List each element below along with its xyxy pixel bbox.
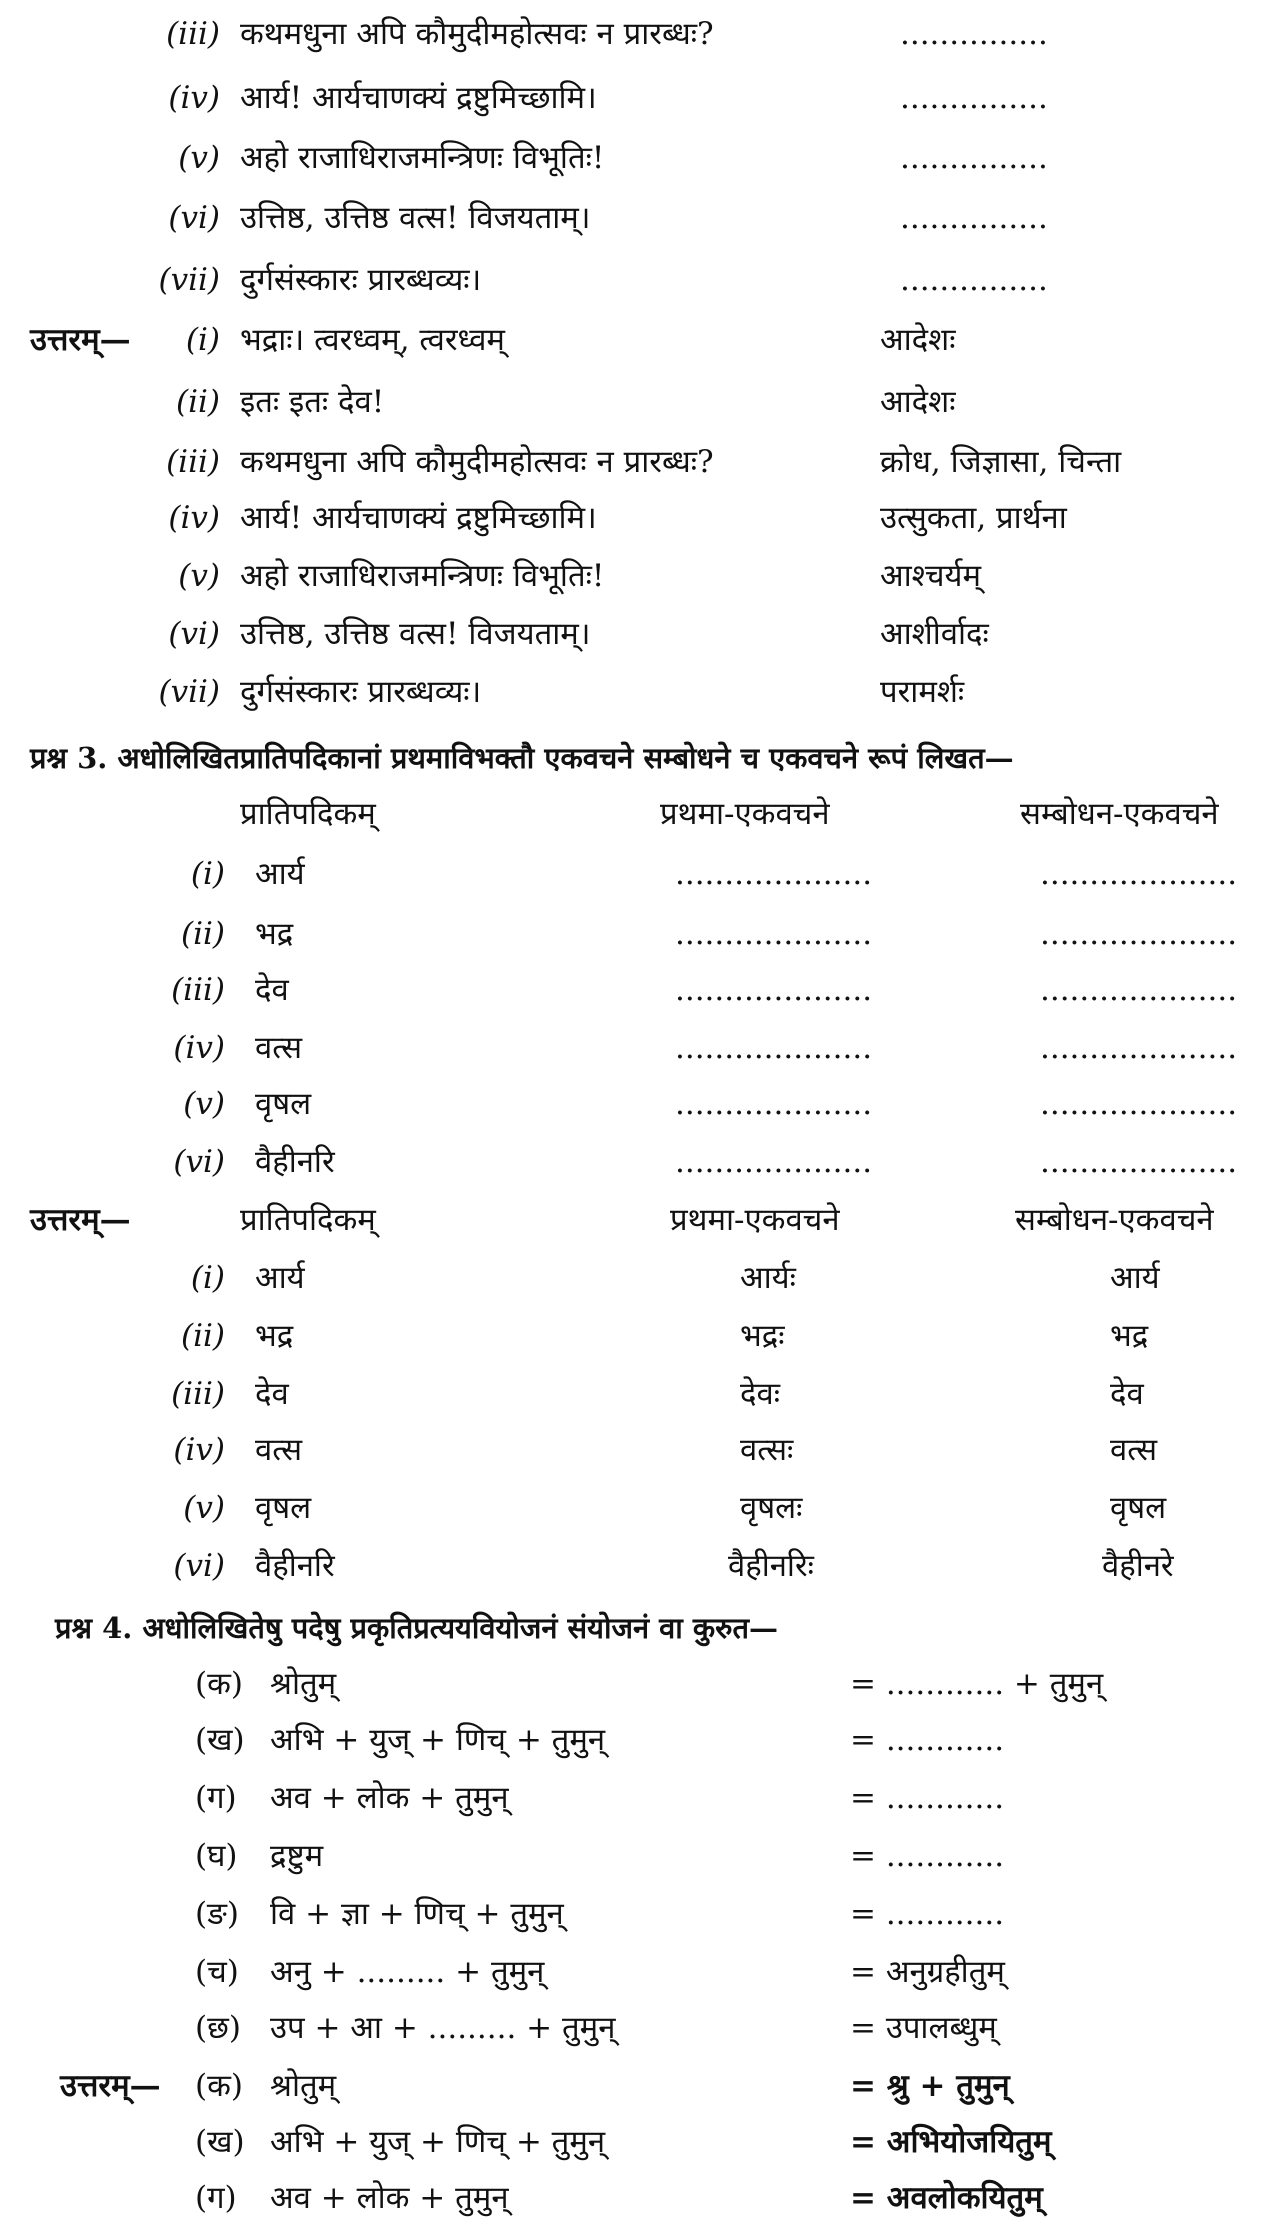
- column-header: प्रातिपदिकम्: [240, 1202, 376, 1238]
- item-right: = अवलोकयितुम्: [850, 2180, 1043, 2216]
- item-answer: आदेशः: [880, 322, 956, 358]
- list-item: [0, 1832, 1269, 1880]
- list-item: [0, 668, 1269, 716]
- list-item: [0, 2174, 1269, 2222]
- list-item: [0, 10, 1269, 58]
- item-left: वि + ज्ञा + णिच् + तुमुन्: [270, 1896, 564, 1932]
- item-left: अव + लोक + तुमुन्: [270, 1780, 509, 1816]
- list-item: [0, 1890, 1269, 1938]
- list-item: [0, 74, 1269, 122]
- item-number: (ii): [180, 1318, 225, 1354]
- item-left: श्रोतुम्: [270, 2068, 337, 2104]
- item-number: (iii): [166, 444, 220, 480]
- item-word: भद्र: [255, 1318, 294, 1354]
- item-left: अव + लोक + तुमुन्: [270, 2180, 509, 2216]
- item-text: आर्य! आर्यचाणक्यं द्रष्टुमिच्छामि।: [240, 500, 597, 536]
- list-item: [0, 1774, 1269, 1822]
- item-number: (i): [185, 322, 220, 358]
- item-text: उत्तिष्ठ, उत्तिष्ठ वत्स! विजयताम्।: [240, 616, 591, 652]
- blank: ...............: [900, 80, 1048, 116]
- item-text: कथमधुना अपि कौमुदीमहोत्सवः न प्रारब्धः?: [240, 444, 714, 480]
- list-item: [0, 2062, 1269, 2110]
- item-number: (vi): [173, 1548, 225, 1584]
- item-number: (iii): [171, 1376, 225, 1412]
- blank: ....................: [1040, 1144, 1238, 1180]
- item-number: (iv): [168, 80, 220, 116]
- column-header: प्रातिपदिकम्: [240, 796, 376, 832]
- item-number: (iii): [166, 16, 220, 52]
- prathama-form: वत्सः: [740, 1432, 794, 1468]
- prathama-form: देवः: [740, 1376, 780, 1412]
- item-right: = अनुग्रहीतुम्: [850, 1954, 1005, 1990]
- blank: ....................: [675, 856, 873, 892]
- list-item: [0, 552, 1269, 600]
- item-answer: उत्सुकता, प्रार्थना: [880, 500, 1067, 536]
- item-right: = श्रु + तुमुन्: [850, 2068, 1010, 2104]
- blank: ...............: [900, 262, 1048, 298]
- item-number: (च): [195, 1954, 239, 1990]
- item-right: = ............: [850, 1896, 1005, 1932]
- answer-label: उत्तरम्—: [60, 2068, 161, 2104]
- blank: ....................: [675, 1086, 873, 1122]
- list-item: [0, 134, 1269, 182]
- table-row: [0, 1080, 1269, 1128]
- answer-label: उत्तरम्—: [30, 322, 131, 358]
- question-title-row: [0, 1604, 1269, 1652]
- item-word: देव: [255, 972, 289, 1008]
- list-item: [0, 2118, 1269, 2166]
- prathama-form: आर्यः: [740, 1260, 796, 1296]
- item-right: = उपालब्धुम्: [850, 2010, 997, 2046]
- list-item: [0, 1948, 1269, 1996]
- item-answer: आदेशः: [880, 384, 956, 420]
- item-text: कथमधुना अपि कौमुदीमहोत्सवः न प्रारब्धः?: [240, 16, 714, 52]
- item-number: (iii): [171, 972, 225, 1008]
- blank: ....................: [675, 972, 873, 1008]
- table-row: [0, 1542, 1269, 1590]
- item-number: (ii): [175, 384, 220, 420]
- blank: ....................: [1040, 1030, 1238, 1066]
- list-item: [0, 610, 1269, 658]
- item-number: (iv): [173, 1432, 225, 1468]
- blank: ...............: [900, 16, 1048, 52]
- item-number: (vii): [158, 262, 220, 298]
- prathama-form: वैहीनरिः: [728, 1548, 814, 1584]
- list-item: [0, 316, 1269, 364]
- list-item: [0, 1716, 1269, 1764]
- blank: ....................: [675, 1030, 873, 1066]
- item-number: (ख): [195, 1722, 245, 1758]
- item-number: (छ): [195, 2010, 241, 2046]
- table-row: [0, 1138, 1269, 1186]
- item-answer: आश्चर्यम्: [880, 558, 982, 594]
- column-header: प्रथमा-एकवचने: [670, 1202, 840, 1238]
- item-text: अहो राजाधिराजमन्त्रिणः विभूतिः!: [240, 558, 605, 594]
- item-answer: परामर्शः: [880, 674, 965, 710]
- item-answer: आशीर्वादः: [880, 616, 989, 652]
- list-item: [0, 378, 1269, 426]
- item-right: = ............: [850, 1780, 1005, 1816]
- sambodhana-form: वत्स: [1110, 1432, 1158, 1468]
- item-number: (iv): [168, 500, 220, 536]
- item-right: = ............: [850, 1722, 1005, 1758]
- list-item: [0, 494, 1269, 542]
- column-header: प्रथमा-एकवचने: [660, 796, 830, 832]
- question-title: प्रश्न 4. अधोलिखितेषु पदेषु प्रकृतिप्रत्ययवियोजनं संयोजनं वा कुरुत—: [55, 1611, 779, 1645]
- item-number: (iv): [173, 1030, 225, 1066]
- question-title-row: [0, 734, 1269, 782]
- item-left: उप + आ + ......... + तुमुन्: [270, 2010, 616, 2046]
- table-row: [0, 1370, 1269, 1418]
- item-number: (vi): [168, 616, 220, 652]
- item-word: वत्स: [255, 1432, 303, 1468]
- table-row: [0, 1484, 1269, 1532]
- item-number: (i): [190, 1260, 225, 1296]
- item-word: वृषल: [255, 1086, 312, 1122]
- item-text: भद्राः। त्वरध्वम्, त्वरध्वम्: [240, 322, 505, 358]
- item-word: वैहीनरि: [255, 1144, 335, 1180]
- table-row: [0, 1426, 1269, 1474]
- sambodhana-form: आर्य: [1110, 1260, 1160, 1296]
- item-text: आर्य! आर्यचाणक्यं द्रष्टुमिच्छामि।: [240, 80, 597, 116]
- item-word: वत्स: [255, 1030, 303, 1066]
- blank: ...............: [900, 140, 1048, 176]
- blank: ...............: [900, 200, 1048, 236]
- item-number: (ग): [195, 2180, 237, 2216]
- blank: ....................: [1040, 972, 1238, 1008]
- column-header: सम्बोधन-एकवचने: [1015, 1202, 1214, 1238]
- item-number: (v): [178, 558, 220, 594]
- item-number: (ख): [195, 2124, 245, 2160]
- question-title: प्रश्न 3. अधोलिखितप्रातिपदिकानां प्रथमाविभक्तौ एकवचने सम्बोधने च एकवचने रूपं लिखत—: [30, 741, 1014, 775]
- item-left: अनु + ......... + तुमुन्: [270, 1954, 545, 1990]
- table-row: [0, 1254, 1269, 1302]
- table-row: [0, 966, 1269, 1014]
- item-number: (vi): [173, 1144, 225, 1180]
- item-right: = अभियोजयितुम्: [850, 2124, 1052, 2160]
- item-number: (i): [190, 856, 225, 892]
- sambodhana-form: देव: [1110, 1376, 1144, 1412]
- item-word: भद्र: [255, 916, 294, 952]
- list-item: [0, 2004, 1269, 2052]
- item-number: (ii): [180, 916, 225, 952]
- blank: ....................: [1040, 916, 1238, 952]
- blank: ....................: [675, 1144, 873, 1180]
- item-word: वैहीनरि: [255, 1548, 335, 1584]
- table-row: [0, 1312, 1269, 1360]
- item-word: वृषल: [255, 1490, 312, 1526]
- item-number: (क): [195, 1666, 243, 1702]
- item-text: अहो राजाधिराजमन्त्रिणः विभूतिः!: [240, 140, 605, 176]
- blank: ....................: [1040, 1086, 1238, 1122]
- table-header: [0, 1196, 1269, 1244]
- column-header: सम्बोधन-एकवचने: [1020, 796, 1219, 832]
- item-number: (v): [183, 1086, 225, 1122]
- table-row: [0, 850, 1269, 898]
- item-word: देव: [255, 1376, 289, 1412]
- answer-label: उत्तरम्—: [30, 1202, 131, 1238]
- item-left: द्रष्टुम: [270, 1838, 324, 1874]
- item-right: = ............ + तुमुन्: [850, 1666, 1104, 1702]
- item-right: = ............: [850, 1838, 1005, 1874]
- item-number: (vii): [158, 674, 220, 710]
- item-left: अभि + युज् + णिच् + तुमुन्: [270, 1722, 606, 1758]
- item-word: आर्य: [255, 1260, 305, 1296]
- item-number: (क): [195, 2068, 243, 2104]
- prathama-form: वृषलः: [740, 1490, 803, 1526]
- item-text: दुर्गसंस्कारः प्रारब्धव्यः।: [240, 262, 482, 298]
- sambodhana-form: वैहीनरे: [1102, 1548, 1174, 1584]
- sambodhana-form: वृषल: [1110, 1490, 1167, 1526]
- list-item: [0, 438, 1269, 486]
- item-number: (v): [178, 140, 220, 176]
- item-number: (घ): [195, 1838, 238, 1874]
- prathama-form: भद्रः: [740, 1318, 785, 1354]
- item-answer: क्रोध, जिज्ञासा, चिन्ता: [880, 444, 1122, 480]
- list-item: [0, 256, 1269, 304]
- sambodhana-form: भद्र: [1110, 1318, 1149, 1354]
- item-number: (ङ): [195, 1896, 239, 1932]
- item-number: (ग): [195, 1780, 237, 1816]
- item-number: (vi): [168, 200, 220, 236]
- item-word: आर्य: [255, 856, 305, 892]
- blank: ....................: [1040, 856, 1238, 892]
- blank: ....................: [675, 916, 873, 952]
- item-text: इतः इतः देव!: [240, 384, 385, 420]
- item-left: अभि + युज् + णिच् + तुमुन्: [270, 2124, 606, 2160]
- table-row: [0, 1024, 1269, 1072]
- table-row: [0, 910, 1269, 958]
- item-left: श्रोतुम्: [270, 1666, 337, 1702]
- list-item: [0, 1660, 1269, 1708]
- item-number: (v): [183, 1490, 225, 1526]
- item-text: उत्तिष्ठ, उत्तिष्ठ वत्स! विजयताम्।: [240, 200, 591, 236]
- list-item: [0, 194, 1269, 242]
- table-header: [0, 790, 1269, 838]
- item-text: दुर्गसंस्कारः प्रारब्धव्यः।: [240, 674, 482, 710]
